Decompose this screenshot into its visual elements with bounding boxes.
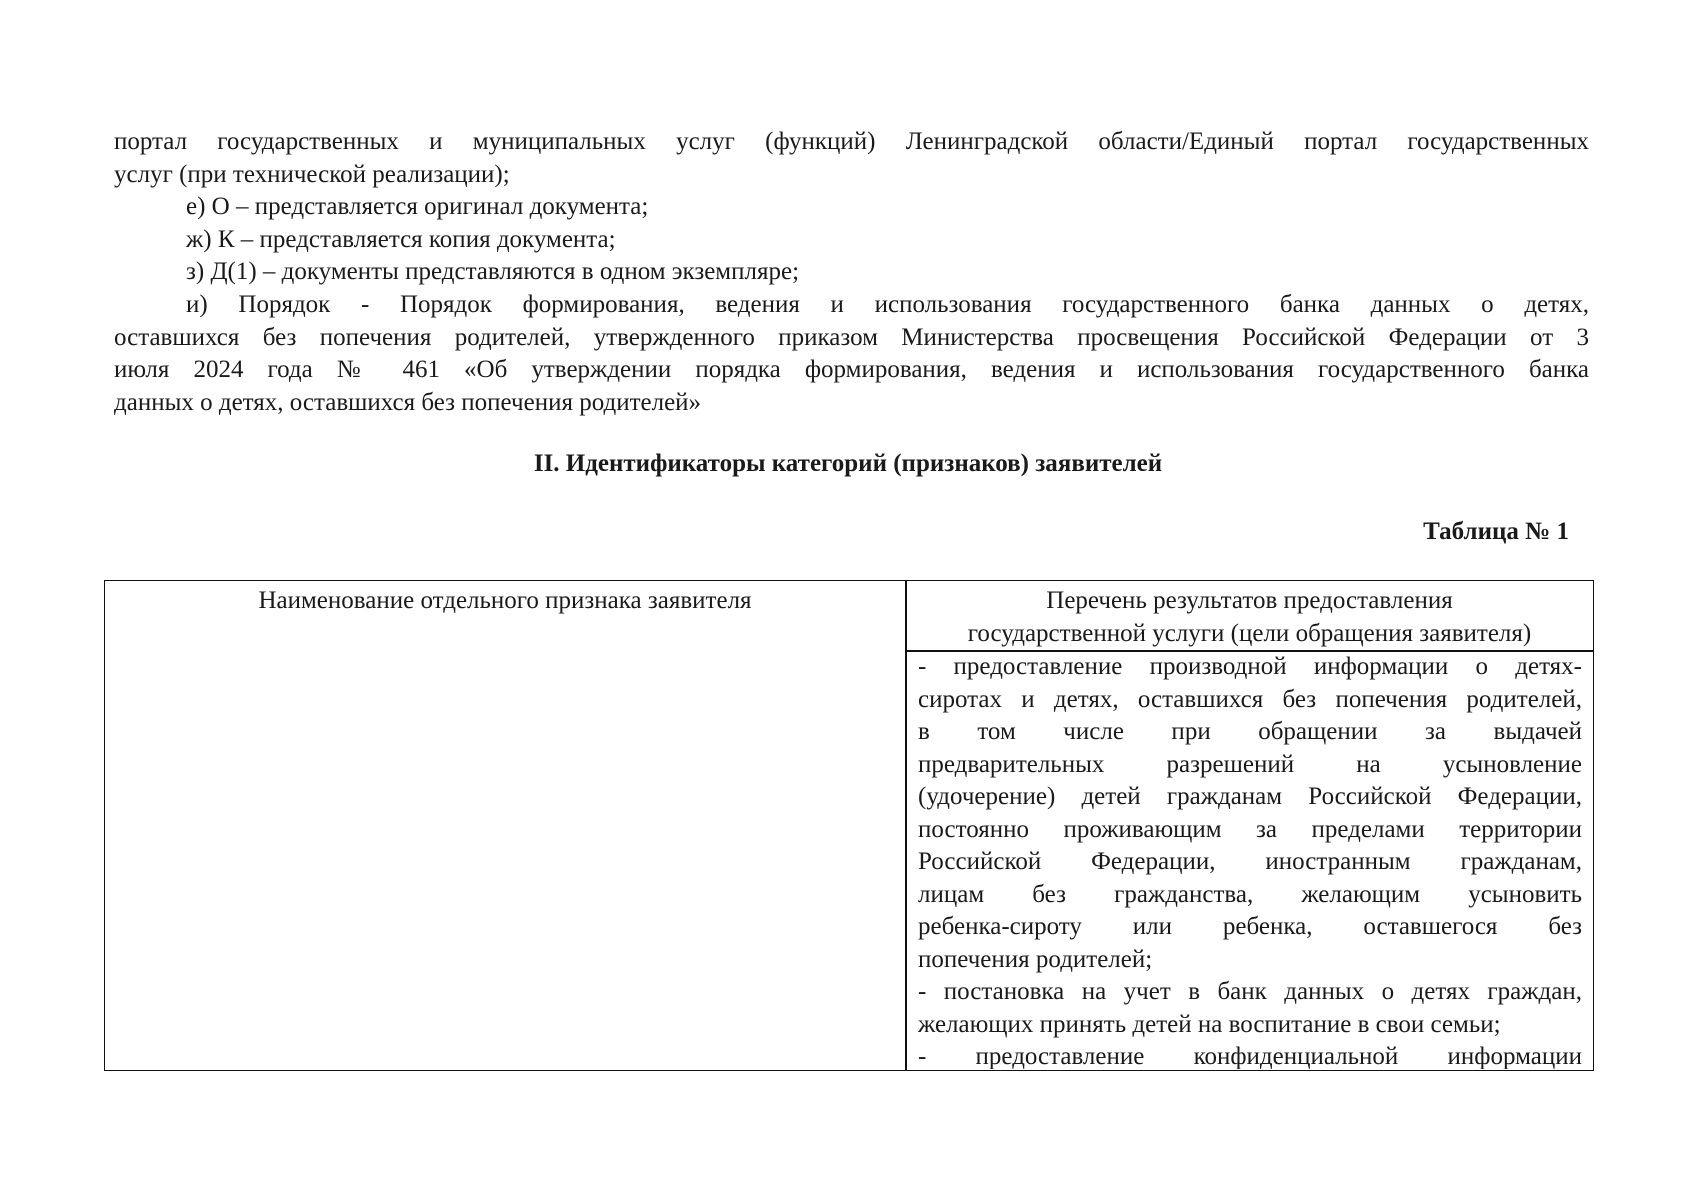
text-line: оставшихся без попечения родителей, утвержденного приказом Министерства просвещения Российской Федерации от 3 xyxy=(114,323,1589,351)
header-line: государственной услуги (цели обращения заявителя) xyxy=(967,619,1532,647)
text-line: портал государственных и муниципальных услуг (функций) Ленинградской области/Единый портал государственных xyxy=(114,128,1589,155)
table-label: Таблица № 1 xyxy=(1423,518,1569,545)
cell-line: лицам без гражданства, желающим усыновить xyxy=(918,880,1582,908)
cell-line: предварительных разрешений на усыновление xyxy=(918,750,1582,778)
table-column-divider xyxy=(905,581,907,1070)
cell-line: постоянно проживающим за пределами территории xyxy=(918,815,1582,843)
cell-line: - предоставление конфиденциальной информации xyxy=(918,1043,1582,1069)
applicant-categories-table xyxy=(104,580,1594,1071)
cell-line: (удочерение) детей гражданам Российской Федерации, xyxy=(918,783,1582,810)
text-line: и) Порядок - Порядок формирования, ведения и использования государственного банка данных о детях, xyxy=(186,291,1589,318)
cell-line: в том числе при обращении за выдачей xyxy=(918,718,1582,745)
cell-line: Российской Федерации, иностранным гражданам, xyxy=(918,848,1582,875)
cell-line: сиротах и детях, оставшихся без попечения родителей, xyxy=(918,685,1582,713)
section-title: II. Идентификаторы категорий (признаков) заявителей xyxy=(533,450,1163,477)
text-line: услуг (при технической реализации); xyxy=(114,160,510,188)
table-cell-results xyxy=(918,651,1582,1069)
definitions-list xyxy=(114,191,1589,289)
header-line: Перечень результатов предоставления xyxy=(1046,587,1453,614)
table-header-left: Наименование отдельного признака заявителя xyxy=(258,587,752,614)
cell-line: ребенка-сироту или ребенка, оставшегося без xyxy=(918,913,1582,940)
cell-line: желающих принять детей на воспитание в свои семьи; xyxy=(918,1010,1501,1038)
definition-item: ж) К – представляется копия документа; xyxy=(186,225,616,253)
text-line: данных о детях, оставшихся без попечения родителей» xyxy=(114,388,702,416)
definition-item: з) Д(1) – документы представляются в одном экземпляре; xyxy=(186,258,800,285)
intro-paragraph xyxy=(114,126,1589,191)
cell-line: попечения родителей; xyxy=(918,945,1153,973)
definition-item: е) О – представляется оригинал документа; xyxy=(186,193,649,220)
table-header-right xyxy=(906,585,1593,650)
cell-line: - постановка на учет в банк данных о детях граждан, xyxy=(918,978,1582,1005)
text-line: июля 2024 года № 461 «Об утверждении порядка формирования, ведения и использования государственного банка xyxy=(114,356,1589,383)
order-definition-paragraph xyxy=(114,289,1589,419)
cell-line: - предоставление производной информации о детях- xyxy=(918,653,1582,680)
